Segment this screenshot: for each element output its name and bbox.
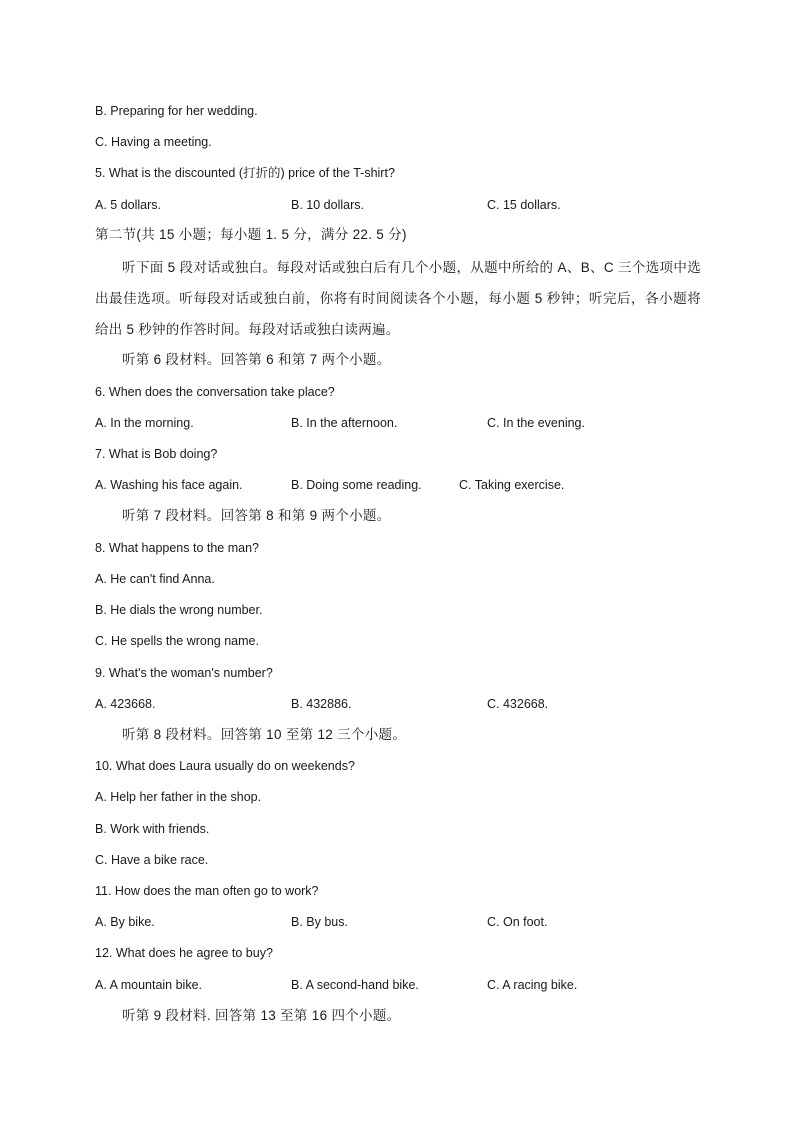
q5-option-c: C. 15 dollars. [487, 198, 561, 212]
q11-question: 11. How does the man often go to work? [95, 884, 319, 898]
q10-option-b: B. Work with friends. [95, 822, 210, 836]
section-instructions: 听下面 5 段对话或独白。每段对话或独白后有几个小题，从题中所给的 A、B、C 三个选项中选出最佳选项。听每段对话或独白前，你将有时间阅读各个小题，每小题 5 秒钟；听完后，各小题将给出 5 秒钟的作答时间。每段对话或独白读两遍。 [95, 260, 701, 337]
q7-question: 7. What is Bob doing? [95, 447, 218, 461]
q9-option-a: A. 423668. [95, 697, 156, 711]
q8-option-b: B. He dials the wrong number. [95, 603, 263, 617]
q12-option-b: B. A second-hand bike. [291, 978, 419, 992]
q10-option-c: C. Have a bike race. [95, 853, 209, 867]
q10-question: 10. What does Laura usually do on weekends? [95, 759, 355, 773]
q8-option-c: C. He spells the wrong name. [95, 634, 259, 648]
q5-question: 5. What is the discounted (打折的) price of the T-shirt? [95, 166, 395, 180]
q10-option-a: A. Help her father in the shop. [95, 790, 262, 804]
q11-option-a: A. By bike. [95, 915, 155, 929]
q7-option-c: C. Taking exercise. [459, 478, 565, 492]
q12-option-a: A. A mountain bike. [95, 978, 203, 992]
q12-question: 12. What does he agree to buy? [95, 946, 273, 960]
q5-option-a: A. 5 dollars. [95, 198, 162, 212]
q12-option-c: C. A racing bike. [487, 978, 578, 992]
section-heading: 第二节(共 15 小题；每小题 1. 5 分，满分 22. 5 分) [95, 227, 407, 242]
material-6-instruction: 听第 6 段材料。回答第 6 和第 7 两个小题。 [122, 352, 391, 367]
q9-question: 9. What's the woman's number? [95, 666, 273, 680]
material-8-instruction: 听第 8 段材料。回答第 10 至第 12 三个小题。 [122, 727, 407, 742]
q6-option-b: B. In the afternoon. [291, 416, 398, 430]
material-7-instruction: 听第 7 段材料。回答第 8 和第 9 两个小题。 [122, 508, 391, 523]
q9-option-b: B. 432886. [291, 697, 352, 711]
q8-option-a: A. He can't find Anna. [95, 572, 215, 586]
q7-option-b: B. Doing some reading. [291, 478, 422, 492]
q4-option-c: C. Having a meeting. [95, 135, 212, 149]
q9-option-c: C. 432668. [487, 697, 549, 711]
q4-option-b: B. Preparing for her wedding. [95, 104, 258, 118]
q6-option-a: A. In the morning. [95, 416, 194, 430]
q11-option-c: C. On foot. [487, 915, 548, 929]
q6-option-c: C. In the evening. [487, 416, 585, 430]
q11-option-b: B. By bus. [291, 915, 348, 929]
material-9-instruction: 听第 9 段材料. 回答第 13 至第 16 四个小题。 [122, 1008, 401, 1023]
q5-option-b: B. 10 dollars. [291, 198, 364, 212]
q6-question: 6. When does the conversation take place? [95, 385, 335, 399]
q7-option-a: A. Washing his face again. [95, 478, 243, 492]
q8-question: 8. What happens to the man? [95, 541, 259, 555]
